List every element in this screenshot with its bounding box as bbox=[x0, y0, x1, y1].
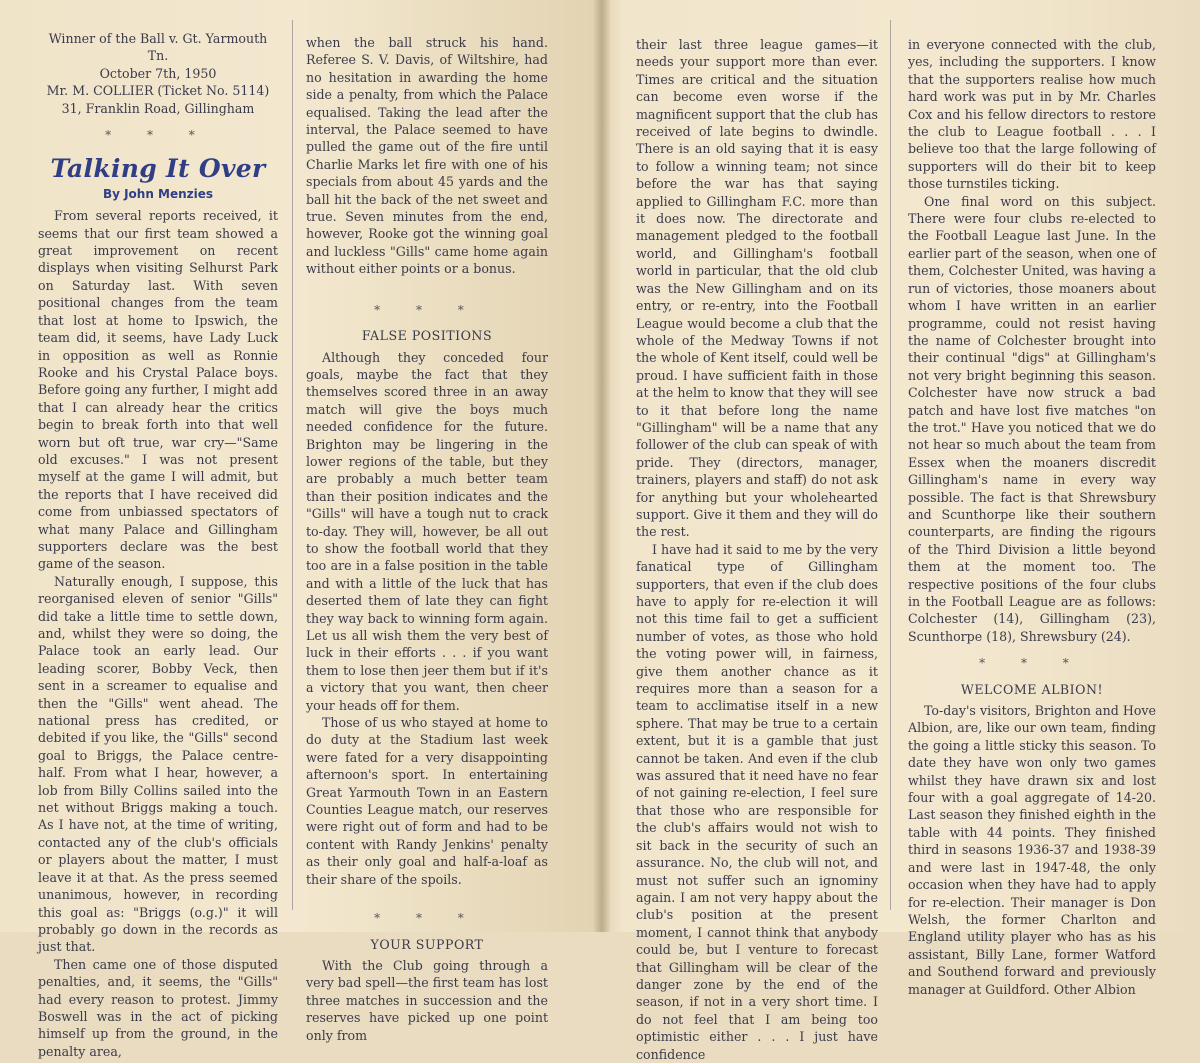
column-1 bbox=[38, 30, 278, 1060]
right-page bbox=[610, 0, 1200, 1062]
paragraph: To-day's visitors, Brighton and Hove Albion, are, like our own team, finding the going a little sticky this season. To date they have won only two games whilst they have drawn six and lost four with a goal aggregate of 14-20. Last season they finished eighth in the table with 44 points. They finished third in seasons 1936-37 and 1938-39 and were last in 1947-48, the only occasion when they have had to apply for re-election. Their manager is Don Welsh, the former Charlton and England utility player who has as his assistant, Billy Lane, former Watford and Southend forward and previously manager at Guildford. Other Albion bbox=[908, 703, 1156, 997]
section-heading: FALSE POSITIONS bbox=[361, 328, 493, 344]
paragraph: One final word on this subject. There were four clubs re-elected to the Football League last June. In the earlier part of the season, when one of them, Colchester United, was having a run of victories, those moaners about whom I have written in an earlier programme, could not resist having the name of Colchester brought into their continual "digs" at Gillingham's not very bright beginning this season. Colchester have now struck a bad patch and have lost five matches "on the trot." Have you noticed that we do not hear so much about the team from Essex when the moaners discredit Gillingham's name in every way possible. The fact is that Shrewsbury and Scunthorpe like their southern counterparts, are finding the rigours of the Third Division a little beyond them at the moment too. The respective positions of the four clubs in the Football League are as follows: Colchester (14), Gillingham (23), Scunthorpe (18), Shrewsbury (24). bbox=[908, 193, 1156, 644]
paragraph: From several reports received, it seems that our first team showed a great improvement on recent displays when visiting Selhurst Park on Saturday last. With seven positional changes from the team that lost at home to Ipswich, the team did, it seems, have Lady Luck in opposition as well as Ronnie Rooke and his Crystal Palace boys. Before going any further, I might add that I can already hear the critics begin to break forth into that well worn but oft true, war cry—"Same old excuses." I was not present myself at the game I will admit, but the reports that I have received did come from unbiassed spectators of what many Palace and Gillingham supporters declare was the best game of the season. bbox=[38, 208, 278, 572]
column-2 bbox=[306, 34, 548, 1044]
center-fold bbox=[594, 0, 610, 932]
left-page bbox=[0, 0, 594, 1059]
column-3 bbox=[636, 36, 878, 1063]
paragraph: in everyone connected with the club, yes, including the supporters. I know that the supporters realise how much hard work was put in by Mr. Charles Cox and his fellow directors to restore the club to League football . . . I believe too that the large following of supporters will do their bit to keep those turnstiles ticking. bbox=[908, 37, 1156, 192]
paragraph: With the Club going through a very bad spell—the first team has lost three matches in succession and the reserves have picked up one point only from bbox=[306, 957, 548, 1043]
paragraph: their last three league games—it needs your support more than ever. Times are critical and the situation can become even worse if the magnificent support that the club has received of late begins to dwindle. There is an old saying that it is easy to follow a winning team; not since before the war has that saying applied to Gillingham F.C. more than it does now. The directorate and management pledged to the football world, and Gillingham's football world in particular, that the old club was the New Gillingham and on its entry, or re-entry, into the Football League would become a club that the whole of the Medway Towns if not the whole of Kent itself, could well be proud. I have sufficient faith in those at the helm to know that they will see to it that before long the name "Gillingham" will be a name that any follower of the club can speak of with pride. They (directors, manager, trainers, players and staff) do not ask for anything but your wholehearted support. Give it them and they will do the rest. bbox=[636, 37, 878, 540]
winner-line-4: 31, Franklin Road, Gillingham bbox=[61, 100, 255, 116]
section-stars: * * * bbox=[105, 128, 211, 143]
section-stars: * * * bbox=[374, 911, 480, 926]
column-divider bbox=[890, 20, 891, 910]
winner-line-3: Mr. M. COLLIER (Ticket No. 5114) bbox=[46, 83, 270, 99]
section-stars: * * * bbox=[979, 656, 1085, 671]
paragraph: I have had it said to me by the very fanatical type of Gillingham supporters, that even if the club does have to apply for re-election it will not this time fail to get a sufficient number of votes, as those who hold the voting power will, in fairness, give them another chance as it requires more than a season for a team to acclimatise itself in a new sphere. That may be true to a certain extent, but it is a gamble that just cannot be taken. And even if the club was assured that it need have no fear of not gaining re-election, I feel sure that those who are responsible for the club's affairs would not wish to sit back in the security of such an assurance. No, the club will not, and must not suffer such an ignominy again. I am not very happy about the club's position at the present moment, I cannot think that anybody could be, but I venture to forecast that Gillingham will be clear of the danger zone by the end of the season, if not in a very short time. I do not feel that I am being too optimistic either . . . I just have confidence bbox=[636, 541, 878, 1062]
paragraph: Although they conceded four goals, maybe the fact that they themselves scored three in an away match will give the boys much needed confidence for the future. Brighton may be lingering in the lower regions of the table, but they are probably a much better team than their position indicates and the "Gills" will have a tough nut to crack to-day. They will, however, be all out to show the football world that they too are in a false position in the table and with a little of the luck that has deserted them of late they can fight they way back to winning form again. Let us all wish them the very best of luck in their efforts . . . if you want them to lose then jeer them but if it's a victory that you want, then cheer your heads off for them. bbox=[306, 349, 548, 713]
paragraph: Naturally enough, I suppose, this reorganised eleven of senior "Gills" did take a little time to settle down, and, whilst they were so doing, the Palace took an early lead. Our leading scorer, Bobby Veck, then sent in a screamer to equalise and then the "Gills" went ahead. The national press has credited, or debited if you like, the "Gills" second goal to Briggs, the Palace centre-half. From what I hear, however, a lob from Billy Collins sailed into the net without Briggs making a touch. As I have not, at the time of writing, contacted any of the club's officials or players about the matter, I must leave it at that. As the press seemed unanimous, however, in recording this goal as: "Briggs (o.g.)" it will probably go down in the records as just that. bbox=[38, 573, 278, 955]
masthead-title: Talking It Over bbox=[50, 154, 266, 184]
paragraph: when the ball struck his hand. Referee S. V. Davis, of Wiltshire, had no hesitation in awarding the home side a penalty, from which the Palace equalised. Taking the lead after the interval, the Palace seemed to have pulled the game out of the fire until Charlie Marks let fire with one of his specials from about 45 yards and the ball hit the back of the net sweet and true. Seven minutes from the end, however, Rooke got the winning goal and luckless "Gills" came home again without either points or a bonus. bbox=[306, 35, 548, 277]
winner-line-1: Winner of the Ball v. Gt. Yarmouth Tn. bbox=[48, 31, 268, 64]
section-heading: YOUR SUPPORT bbox=[370, 936, 484, 952]
column-divider bbox=[292, 20, 293, 910]
paragraph: Then came one of those disputed penalties, and, it seems, the "Gills" had every reason to protest. Jimmy Boswell was in the act of picking himself up from the ground, in the penalty area, bbox=[38, 956, 278, 1059]
winner-line-2: October 7th, 1950 bbox=[99, 65, 217, 81]
section-stars: * * * bbox=[374, 302, 480, 317]
column-4 bbox=[908, 36, 1156, 998]
paragraph: Those of us who stayed at home to do duty at the Stadium last week were fated for a very disappointing afternoon's sport. In entertaining Great Yarmouth Town in an Eastern Counties League match, our reserves were right out of form and had to be content with Randy Jenkins' penalty as their only goal and half-a-loaf as their share of the spoils. bbox=[306, 715, 548, 887]
section-heading: WELCOME ALBION! bbox=[960, 681, 1104, 697]
byline: By John Menzies bbox=[102, 186, 214, 201]
